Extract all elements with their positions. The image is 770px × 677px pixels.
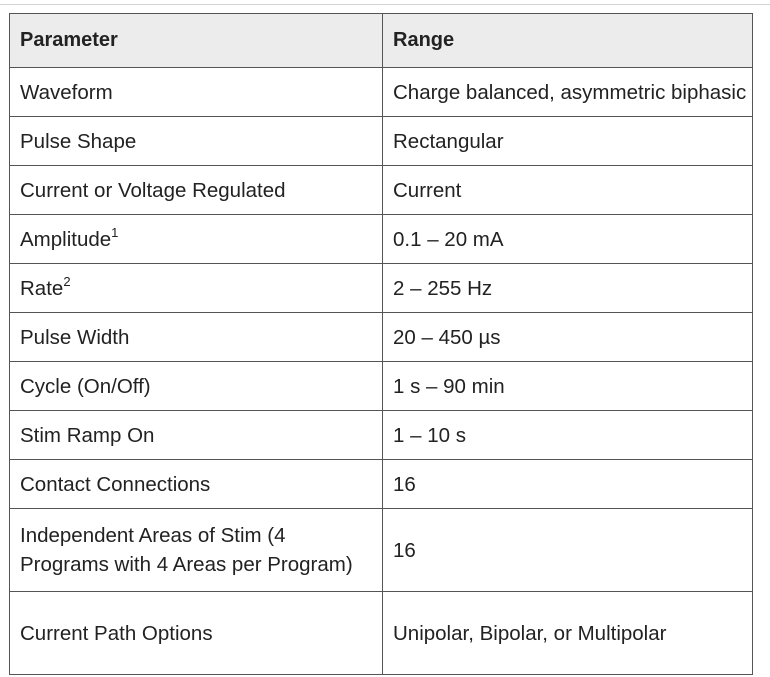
table-row bbox=[10, 166, 753, 215]
range-cell: 1 – 10 s bbox=[383, 411, 753, 460]
parameter-label: Waveform bbox=[20, 80, 113, 104]
range-cell: Current bbox=[383, 166, 753, 215]
parameter-cell bbox=[10, 460, 383, 509]
parameter-label: Independent Areas of Stim (4 Programs with 4 Areas per Program) bbox=[20, 524, 353, 576]
range-cell: Rectangular bbox=[383, 117, 753, 166]
parameter-cell bbox=[10, 166, 383, 215]
table-row bbox=[10, 264, 753, 313]
range-cell: Unipolar, Bipolar, or Multipolar bbox=[383, 592, 753, 675]
header-row bbox=[10, 14, 753, 68]
parameter-cell bbox=[10, 215, 383, 264]
footnote-marker: 2 bbox=[63, 273, 71, 289]
footnote-marker: 1 bbox=[111, 224, 119, 240]
parameter-label: Stim Ramp On bbox=[20, 423, 155, 447]
range-cell: 1 s – 90 min bbox=[383, 362, 753, 411]
parameter-label: Amplitude bbox=[20, 227, 112, 251]
parameter-cell bbox=[10, 68, 383, 117]
parameter-label: Rate bbox=[20, 276, 64, 300]
range-cell: 2 – 255 Hz bbox=[383, 264, 753, 313]
parameter-label: Pulse Shape bbox=[20, 129, 137, 153]
parameter-cell bbox=[10, 362, 383, 411]
header-parameter: Parameter bbox=[10, 14, 383, 68]
table-row bbox=[10, 411, 753, 460]
table-row bbox=[10, 460, 753, 509]
table-row bbox=[10, 362, 753, 411]
parameter-label: Current Path Options bbox=[20, 621, 213, 645]
table-row bbox=[10, 215, 753, 264]
header-range: Range bbox=[383, 14, 753, 68]
top-rule bbox=[0, 0, 770, 5]
parameter-label: Pulse Width bbox=[20, 325, 130, 349]
table-row bbox=[10, 509, 753, 592]
parameter-cell bbox=[10, 313, 383, 362]
parameter-label: Contact Connections bbox=[20, 472, 211, 496]
parameter-table bbox=[9, 13, 753, 675]
range-cell: 20 – 450 µs bbox=[383, 313, 753, 362]
table-row bbox=[10, 68, 753, 117]
parameter-label: Cycle (On/Off) bbox=[20, 374, 151, 398]
range-cell: Charge balanced, asymmetric biphasic bbox=[383, 68, 753, 117]
parameter-cell bbox=[10, 411, 383, 460]
parameter-cell bbox=[10, 592, 383, 675]
table-row bbox=[10, 313, 753, 362]
parameter-cell bbox=[10, 264, 383, 313]
range-cell: 16 bbox=[383, 460, 753, 509]
range-cell: 16 bbox=[383, 509, 753, 592]
parameter-cell bbox=[10, 117, 383, 166]
parameter-label: Current or Voltage Regulated bbox=[20, 178, 286, 202]
table-row bbox=[10, 117, 753, 166]
table-row bbox=[10, 592, 753, 675]
range-cell: 0.1 – 20 mA bbox=[383, 215, 753, 264]
parameter-cell bbox=[10, 509, 383, 592]
